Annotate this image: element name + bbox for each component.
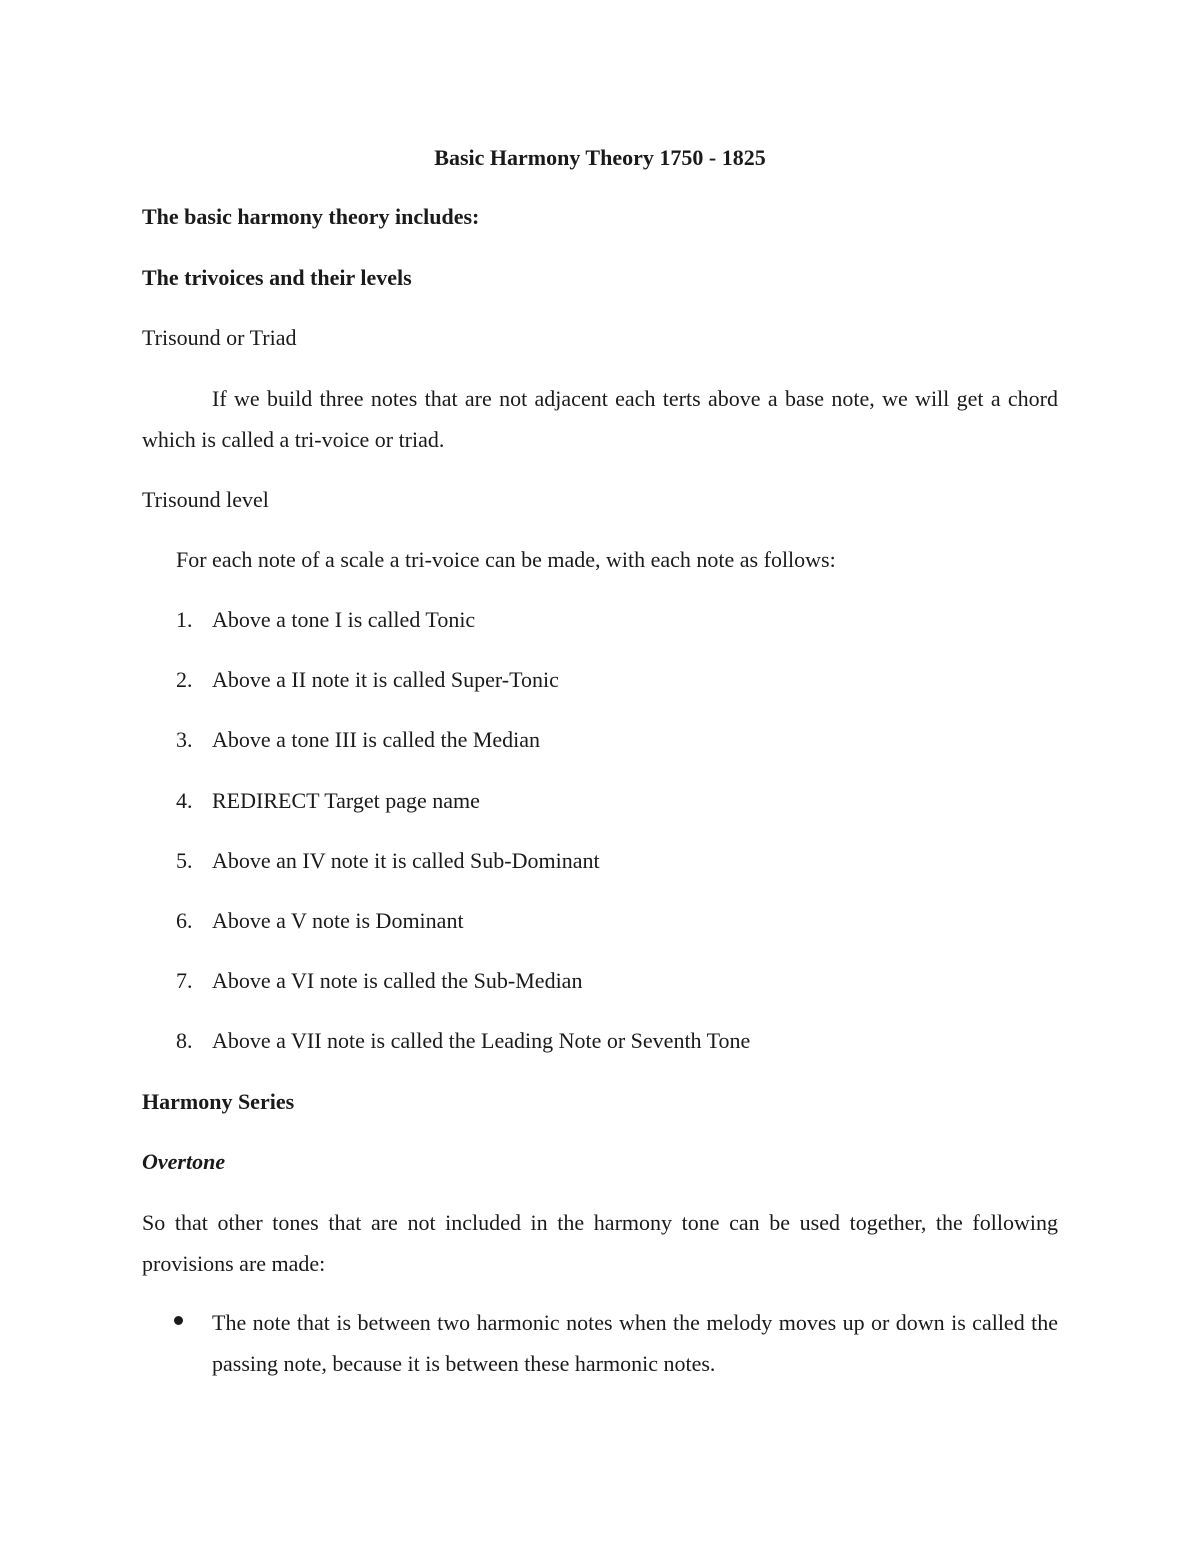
intro-heading: The basic harmony theory includes: <box>142 204 480 229</box>
subheading-trisound-level: Trisound level <box>142 487 269 512</box>
bullet-passing-note: The note that is between two harmonic notes when the melody moves up or down is called the passing note, because it is between these harmonic notes. <box>212 1310 1058 1376</box>
list-item-text: Above a VII note is called the Leading Note or Seventh Tone <box>212 1028 751 1053</box>
list-item-text: Above a II note it is called Super-Tonic <box>212 667 559 692</box>
list-item-text: Above a tone I is called Tonic <box>212 607 476 632</box>
list-item-number: 2. <box>176 667 193 692</box>
subheading-overtone: Overtone <box>142 1149 226 1174</box>
paragraph-provisions: So that other tones that are not included in the harmony tone can be used together, the following provisions are made: <box>142 1210 1058 1276</box>
section-heading-harmony-series: Harmony Series <box>142 1089 295 1114</box>
list-item-text: Above an IV note it is called Sub-Dominant <box>212 848 600 873</box>
list-item-number: 6. <box>176 908 193 933</box>
list-item-text: Above a V note is Dominant <box>212 908 464 933</box>
list-item-number: 3. <box>176 727 193 752</box>
list-item-text: Above a tone III is called the Median <box>212 727 541 752</box>
bullet-icon <box>174 1316 183 1325</box>
list-item-number: 4. <box>176 788 193 813</box>
list-item-number: 5. <box>176 848 193 873</box>
list-item-number: 7. <box>176 968 193 993</box>
list-item-text: Above a VI note is called the Sub-Median <box>212 968 583 993</box>
section-heading-trivoices: The trivoices and their levels <box>142 265 412 290</box>
list-item-text: REDIRECT Target page name <box>212 788 480 813</box>
list-item-number: 8. <box>176 1028 193 1053</box>
list-item-number: 1. <box>176 607 193 632</box>
subheading-trisound-triad: Trisound or Triad <box>142 325 297 350</box>
paragraph-triad-definition: If we build three notes that are not adjacent each terts above a base note, we will get a chord which is called a tri-voice or triad. <box>142 386 1058 452</box>
paragraph-scale-trivoice: For each note of a scale a tri-voice can be made, with each note as follows: <box>176 547 836 572</box>
document-title: Basic Harmony Theory 1750 - 1825 <box>434 145 766 170</box>
